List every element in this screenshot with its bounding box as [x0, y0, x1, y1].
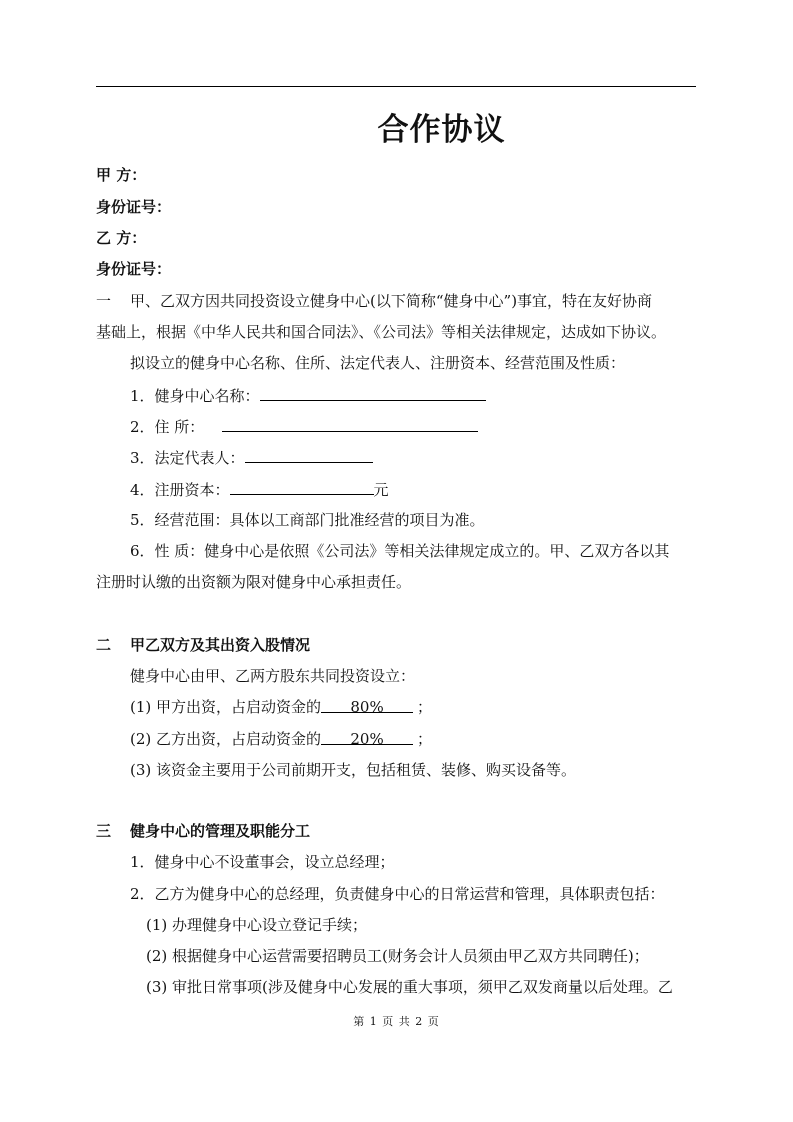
- section1-item1: [130, 385, 486, 406]
- party-a-label: 甲 方：: [96, 166, 147, 184]
- party-b-share-label: (2) 乙方出资，占启动资金的: [130, 730, 322, 748]
- section1-line1: [96, 291, 652, 311]
- section3-heading: [96, 821, 310, 841]
- party-b-id-label: 身份证号：: [96, 260, 172, 278]
- header-rule: [96, 86, 696, 87]
- legal-rep-field[interactable]: [245, 447, 373, 463]
- section1-text1: 甲、乙双方因共同投资设立健身中心(以下简称“健身中心”)事宜，特在友好协商: [130, 292, 653, 310]
- section3-title: 健身中心的管理及职能分工: [130, 822, 311, 840]
- section2-intro: 健身中心由甲、乙两方股东共同投资设立：: [130, 667, 416, 685]
- section3-item2: 2．乙方为健身中心的总经理，负责健身中心的日常运营和管理，具体职责包括：: [130, 885, 665, 903]
- section2-title: 甲乙双方及其出资入股情况: [130, 636, 311, 654]
- legal-rep-label: 3．法定代表人：: [130, 449, 245, 467]
- section1-intro: 拟设立的健身中心名称、住所、法定代表人、注册资本、经营范围及性质：: [130, 354, 626, 372]
- party-a-id-label: 身份证号：: [96, 198, 172, 216]
- party-b-share-value: 20%: [321, 729, 413, 745]
- section2-item3: (3) 该资金主要用于公司前期开支，包括租赁、装修、购买设备等。: [130, 761, 577, 779]
- section3-number: 三: [96, 822, 112, 840]
- section1-line2: 基础上，根据《中华人民共和国合同法》、《公司法》等相关法律规定，达成如下协议。: [96, 323, 667, 341]
- address-label: 2．住 所：: [130, 418, 205, 436]
- party-a-share-label: (1) 甲方出资，占启动资金的: [130, 698, 322, 716]
- capital-unit: 元: [373, 481, 389, 499]
- section1-item3: [130, 447, 373, 468]
- section3-sub1: (1) 办理健身中心设立登记手续；: [146, 916, 368, 934]
- section2-number: 二: [96, 636, 112, 654]
- address-field[interactable]: [222, 416, 478, 432]
- section1-item6-line2: 注册时认缴的出资额为限对健身中心承担责任。: [96, 573, 412, 591]
- party-b-label: 乙 方：: [96, 229, 147, 247]
- page-footer: 第 1 页 共 2 页: [353, 1015, 440, 1028]
- party-a-share-value: 80%: [321, 697, 413, 713]
- party-b-share-suffix: ；: [417, 730, 433, 748]
- center-name-label: 1．健身中心名称：: [130, 387, 260, 405]
- section1-item5: 5．经营范围：具体以工商部门批准经营的项目为准。: [130, 511, 485, 529]
- capital-field[interactable]: [230, 479, 374, 495]
- section3-item1: 1．健身中心不设董事会，设立总经理；: [130, 853, 395, 871]
- capital-label: 4．注册资本：: [130, 481, 230, 499]
- section3-sub2: (2) 根据健身中心运营需要招聘员工(财务会计人员须由甲乙双方共同聘任)；: [146, 947, 649, 965]
- section1-number: 一: [96, 292, 112, 310]
- section1-item2: [130, 416, 478, 437]
- section2-heading: [96, 635, 310, 655]
- section1-item4: [130, 479, 389, 500]
- section2-item1: [130, 697, 432, 717]
- section1-item6-line1: 6．性 质：健身中心是依照《公司法》等相关法律规定成立的。甲、乙双方各以其: [130, 542, 670, 560]
- section2-item2: [130, 729, 432, 749]
- center-name-field[interactable]: [260, 385, 486, 401]
- party-a-share-suffix: ；: [417, 698, 433, 716]
- document-title: 合作协议: [377, 112, 506, 148]
- section3-sub3: (3) 审批日常事项(涉及健身中心发展的重大事项，须甲乙双发商量以后处理。乙: [146, 978, 673, 996]
